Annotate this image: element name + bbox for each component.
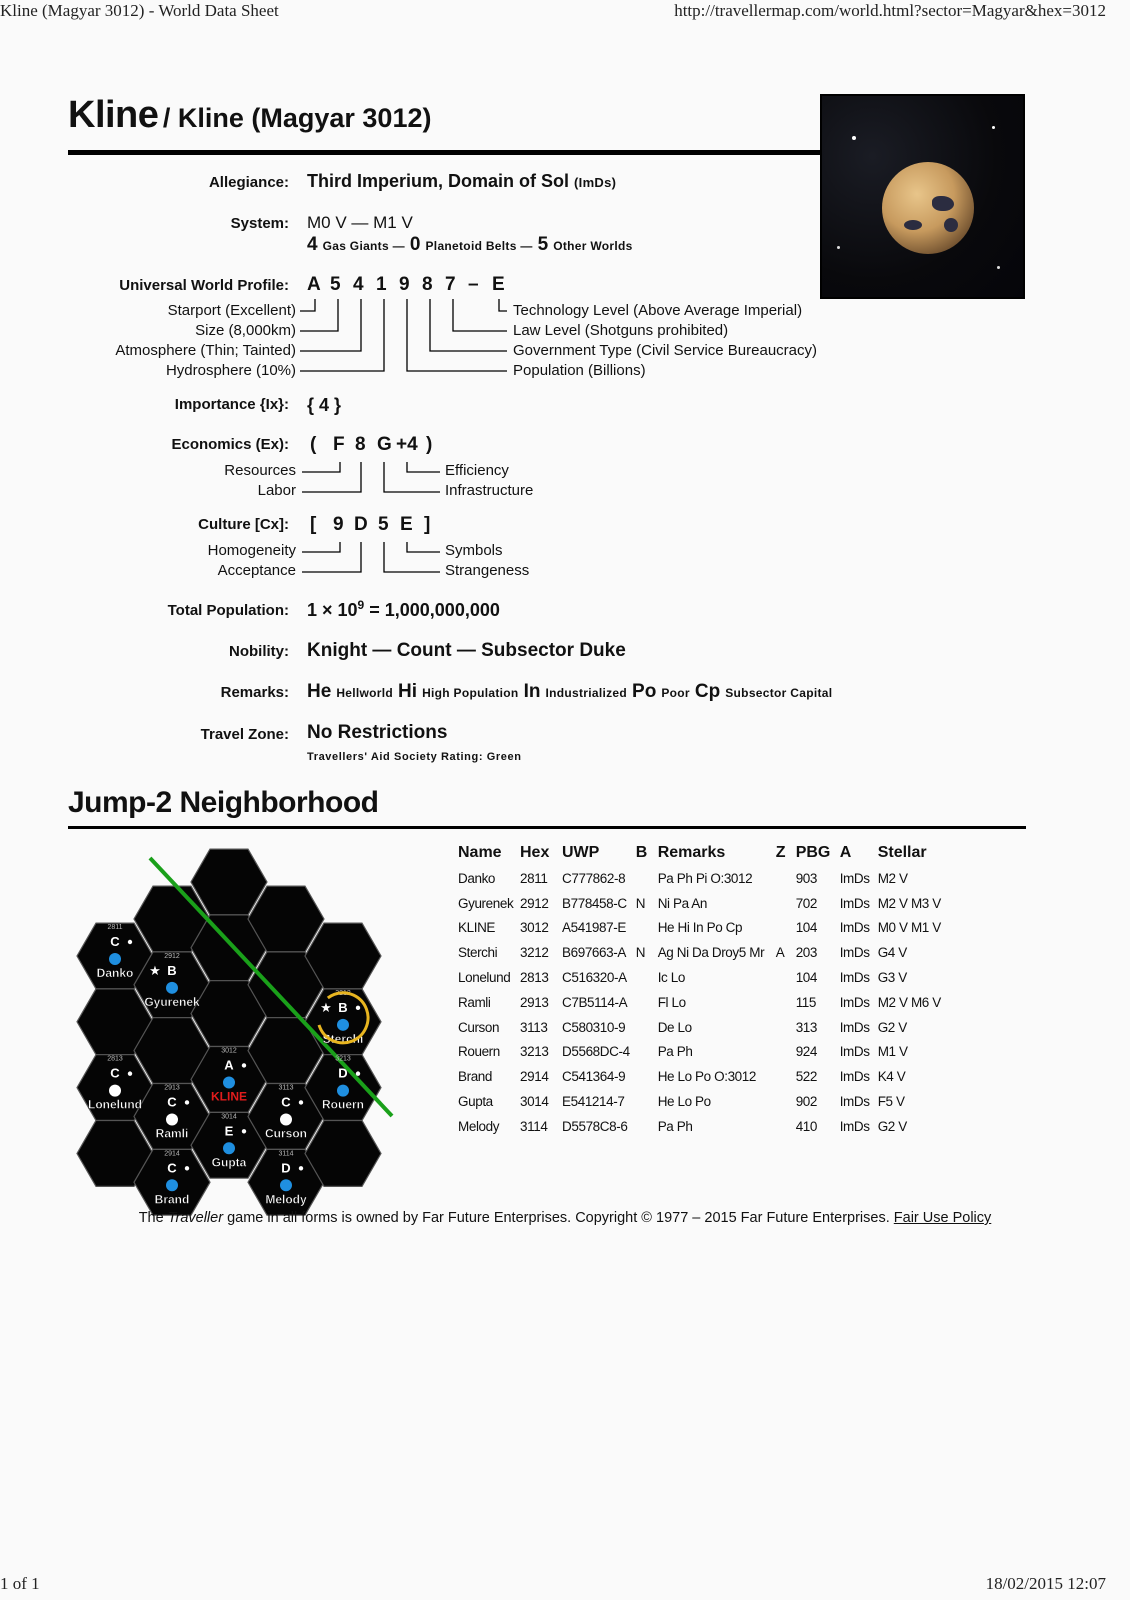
- table-row: [458, 1114, 964, 1139]
- uwp-law: 7: [445, 274, 456, 295]
- nobility-label: Nobility:: [229, 643, 289, 660]
- uwp-hydrosphere-desc: Hydrosphere (10%): [165, 362, 296, 379]
- allegiance-name: Third Imperium, Domain of Sol: [307, 171, 570, 191]
- uwp-law-desc: Law Level (Shotguns prohibited): [513, 322, 729, 339]
- table-cell: [776, 891, 796, 916]
- table-cell: 203: [795, 945, 818, 961]
- uwp-connector-lines: [0, 0, 1130, 600]
- col-pbg: PBG: [795, 844, 831, 861]
- world-name-label: Gyurenek: [144, 994, 200, 1009]
- table-cell: Danko: [458, 870, 496, 886]
- table-cell: F5 V: [877, 1094, 905, 1110]
- table-cell: [776, 1114, 796, 1139]
- table-row: [458, 990, 964, 1015]
- table-cell: M2 V: [877, 870, 908, 886]
- table-cell: Ic Lo: [657, 970, 685, 986]
- neighborhood-rule: [68, 826, 1026, 829]
- gas-giant-icon: [242, 1129, 246, 1133]
- table-cell: [636, 866, 658, 891]
- starport-code: C: [281, 1094, 291, 1110]
- table-cell: D5578C8-6: [562, 1118, 628, 1134]
- culture-homogeneity-desc: Homogeneity: [207, 542, 296, 559]
- table-cell: 3113: [520, 1019, 548, 1035]
- table-row: [458, 1015, 964, 1040]
- table-cell: 903: [795, 870, 818, 886]
- table-cell: [776, 965, 796, 990]
- system-label: System:: [230, 215, 289, 232]
- table-cell: Rouern: [458, 1044, 500, 1060]
- world-name-label: Rouern: [322, 1097, 364, 1112]
- economics-efficiency-desc: Efficiency: [445, 462, 509, 479]
- culture-symbols-desc: Symbols: [445, 542, 503, 559]
- print-datetime: 18/02/2015 12:07: [985, 1574, 1106, 1593]
- remark-desc: Poor: [661, 686, 690, 700]
- table-cell: E541214-7: [562, 1094, 625, 1110]
- starport-code: C: [110, 934, 120, 949]
- table-cell: N: [635, 895, 646, 911]
- remarks-list: [307, 681, 832, 703]
- starport-code: B: [167, 962, 177, 978]
- table-cell: C580310-9: [562, 1019, 626, 1035]
- table-cell: 2811: [520, 870, 548, 886]
- world-dot-icon: [280, 1113, 292, 1125]
- starport-code: A: [224, 1057, 234, 1073]
- starport-code: C: [167, 1094, 177, 1110]
- uwp-government-desc: Government Type (Civil Service Bureaucracy): [513, 342, 817, 359]
- world-name-label: Danko: [96, 966, 134, 980]
- table-cell: M2 V M6 V: [877, 994, 941, 1010]
- table-cell: ImDs: [839, 1019, 870, 1035]
- tas-rating: Travellers' Aid Society Rating: Green: [307, 751, 522, 763]
- population-total: = 1,000,000,000: [364, 600, 500, 620]
- table-cell: He Lo Po O:3012: [657, 1069, 757, 1085]
- uwp-label: Universal World Profile:: [119, 277, 289, 294]
- col-remarks: Remarks: [657, 844, 726, 861]
- table-cell: ImDs: [839, 1069, 870, 1085]
- table-cell: B778458-C: [562, 895, 627, 911]
- world-name-label: Sterchi: [322, 1031, 364, 1046]
- table-cell: G2 V: [877, 1019, 907, 1035]
- neighborhood-table: [458, 842, 964, 1139]
- world-dot-icon: [109, 953, 121, 965]
- table-cell: [636, 1114, 658, 1139]
- col-uwp: UWP: [562, 844, 600, 861]
- table-cell: [636, 965, 658, 990]
- copyright-footer: [0, 1210, 1130, 1226]
- uwp-size: 5: [330, 274, 341, 295]
- world-name-label: Melody: [265, 1192, 307, 1207]
- footer-game: Traveller: [167, 1210, 224, 1226]
- remark-desc: Subsector Capital: [725, 686, 833, 700]
- culture-acceptance: D: [354, 514, 368, 535]
- table-row: [458, 866, 964, 891]
- table-cell: [776, 1064, 796, 1089]
- hex-code: 3012: [221, 1047, 237, 1055]
- table-cell: 410: [795, 1118, 818, 1134]
- economics-resources-desc: Resources: [224, 462, 296, 479]
- table-cell: ImDs: [839, 994, 870, 1010]
- gas-giant-icon: [356, 1006, 360, 1010]
- world-name-label: Lonelund: [88, 1097, 142, 1112]
- table-cell: C7B5114-A: [562, 994, 628, 1010]
- table-cell: Brand: [458, 1069, 493, 1085]
- culture-open: [: [310, 514, 317, 535]
- footer-pre: The: [138, 1210, 168, 1226]
- table-cell: [636, 990, 658, 1015]
- uwp-tech: E: [492, 274, 505, 295]
- table-cell: [636, 916, 658, 941]
- table-cell: 3212: [520, 945, 549, 961]
- table-cell: [776, 866, 796, 891]
- economics-labor: 8: [355, 434, 366, 455]
- table-cell: D5568DC-4: [562, 1044, 630, 1060]
- table-cell: Ni Pa An: [657, 895, 708, 911]
- table-cell: Fl Lo: [657, 994, 686, 1010]
- hex-code: 3212: [335, 989, 351, 997]
- total-population-value: [307, 598, 500, 621]
- table-row: [458, 891, 964, 916]
- table-cell: 702: [795, 895, 818, 911]
- travel-zone-value: No Restrictions: [307, 722, 448, 743]
- economics-infrastructure-desc: Infrastructure: [445, 482, 534, 499]
- table-cell: [776, 916, 796, 941]
- gas-giant-icon: [356, 1071, 360, 1075]
- remark-desc: Industrialized: [545, 686, 628, 700]
- hex-code: 3014: [221, 1113, 237, 1121]
- table-cell: G2 V: [877, 1118, 907, 1134]
- uwp-population: 9: [399, 274, 410, 295]
- table-cell: ImDs: [839, 1044, 870, 1060]
- table-cell: [636, 1040, 658, 1065]
- table-cell: 104: [795, 970, 818, 986]
- table-cell: Sterchi: [458, 945, 498, 961]
- uwp-size-desc: Size (8,000km): [195, 322, 296, 339]
- economics-open: (: [310, 434, 317, 455]
- jump-map[interactable]: [70, 846, 410, 1207]
- footer-text: game in all forms is owned by Far Future Enterprises. Copyright © 1977 – 2015 Far Future Enterprises.: [223, 1210, 894, 1226]
- starport-code: D: [281, 1160, 291, 1176]
- table-cell: M2 V M3 V: [877, 895, 941, 911]
- economics-infrastructure: G: [377, 434, 392, 455]
- fair-use-link[interactable]: Fair Use Policy: [893, 1210, 992, 1226]
- economics-labor-desc: Labor: [257, 482, 296, 499]
- neighborhood-title: Jump-2 Neighborhood: [68, 786, 379, 819]
- world-name-label: KLINE: [211, 1089, 247, 1104]
- table-cell: Gupta: [458, 1094, 493, 1110]
- table-cell: [776, 990, 796, 1015]
- world-dot-icon: [280, 1179, 292, 1191]
- table-cell: 2912: [520, 895, 549, 911]
- world-dot-icon: [337, 1085, 349, 1097]
- uwp-government: 8: [422, 274, 433, 295]
- nobility-value: Knight — Count — Subsector Duke: [307, 640, 626, 661]
- remark-code: Po: [632, 681, 657, 702]
- table-cell: 522: [795, 1069, 818, 1085]
- culture-homogeneity: 9: [333, 514, 344, 535]
- table-row: [458, 916, 964, 941]
- table-cell: C777862-8: [562, 870, 626, 886]
- uwp-starport-desc: Starport (Excellent): [167, 302, 296, 319]
- table-cell: [636, 1064, 658, 1089]
- hex-code: 2912: [164, 952, 180, 960]
- gas-giant-icon: [299, 1100, 303, 1104]
- gas-giant-icon: [299, 1166, 303, 1170]
- culture-strangeness-desc: Strangeness: [445, 562, 530, 579]
- remark-desc: High Population: [422, 686, 519, 700]
- table-cell: 104: [795, 920, 818, 936]
- gas-giants-count: 4: [307, 234, 318, 255]
- world-dot-icon: [166, 982, 178, 994]
- economics-close: ): [426, 434, 433, 455]
- world-dot-icon: [223, 1076, 235, 1088]
- table-cell: He Lo Po: [657, 1094, 711, 1110]
- world-dot-icon: [337, 1019, 349, 1031]
- col-name: Name: [458, 844, 502, 861]
- starport-code: C: [167, 1160, 177, 1176]
- uwp-population-desc: Population (Billions): [513, 362, 646, 379]
- culture-strangeness: 5: [378, 514, 389, 535]
- allegiance-code: (ImDs): [574, 175, 617, 190]
- table-cell: 115: [795, 994, 817, 1010]
- culture-acceptance-desc: Acceptance: [217, 562, 296, 579]
- starport-code: E: [224, 1123, 234, 1139]
- table-cell: 3114: [520, 1118, 548, 1134]
- belts-count: 0: [409, 234, 421, 255]
- page-indicator: 1 of 1: [0, 1574, 40, 1593]
- culture-label: Culture [Cx]:: [198, 516, 289, 533]
- table-cell: [636, 1089, 658, 1114]
- page-title-header: Kline (Magyar 3012) - World Data Sheet: [0, 1, 279, 20]
- economics-label: Economics (Ex):: [171, 436, 289, 453]
- col-zone: Z: [775, 844, 786, 861]
- remark-code: In: [523, 681, 541, 702]
- remark-code: Cp: [694, 681, 721, 702]
- uwp-dash: –: [468, 274, 479, 295]
- hex-code: 3213: [335, 1055, 351, 1063]
- table-cell: A541987-E: [562, 920, 626, 936]
- table-row: [458, 1089, 964, 1114]
- table-cell: ImDs: [839, 945, 870, 961]
- culture-symbols: E: [400, 514, 413, 535]
- table-cell: M0 V M1 V: [877, 920, 941, 936]
- table-cell: 924: [795, 1044, 818, 1060]
- economics-efficiency: +4: [396, 434, 418, 455]
- table-cell: Lonelund: [458, 970, 511, 986]
- table-cell: Curson: [458, 1019, 500, 1035]
- table-cell: ImDs: [839, 895, 870, 911]
- table-cell: ImDs: [839, 970, 870, 986]
- table-cell: Pa Ph Pi O:3012: [657, 870, 753, 886]
- table-cell: Ramli: [458, 994, 491, 1010]
- uwp-hydrosphere: 1: [376, 274, 387, 295]
- uwp-tech-desc: Technology Level (Above Average Imperial): [513, 302, 803, 319]
- table-cell: K4 V: [877, 1069, 906, 1085]
- hex-code: 2813: [107, 1055, 123, 1063]
- table-cell: [636, 1015, 658, 1040]
- table-cell: 3213: [520, 1044, 549, 1060]
- table-cell: KLINE: [458, 920, 496, 936]
- world-dot-icon: [166, 1113, 178, 1125]
- col-bases: B: [635, 844, 648, 861]
- table-cell: 2914: [520, 1069, 549, 1085]
- table-cell: 902: [795, 1094, 818, 1110]
- table-cell: [776, 1040, 796, 1065]
- table-cell: De Lo: [657, 1019, 692, 1035]
- table-cell: [776, 1089, 796, 1114]
- navy-base-icon: ★: [149, 962, 161, 978]
- world-subtitle: / Kline (Magyar 3012): [162, 103, 432, 133]
- table-cell: Pa Ph: [657, 1118, 693, 1134]
- remarks-label: Remarks:: [220, 684, 289, 701]
- table-cell: Pa Ph: [657, 1044, 693, 1060]
- table-cell: C541364-9: [562, 1069, 626, 1085]
- col-hex: Hex: [520, 844, 550, 861]
- table-cell: 313: [795, 1019, 818, 1035]
- table-cell: ImDs: [839, 1094, 870, 1110]
- table-cell: 2913: [520, 994, 549, 1010]
- culture-close: ]: [424, 514, 431, 535]
- world-name-label: Curson: [265, 1126, 307, 1141]
- table-cell: Melody: [458, 1118, 500, 1134]
- table-cell: A: [775, 945, 785, 961]
- economics-resources: F: [333, 434, 345, 455]
- table-cell: C516320-A: [562, 970, 627, 986]
- world-name-label: Gupta: [211, 1155, 247, 1170]
- table-cell: ImDs: [839, 920, 870, 936]
- starport-code: C: [110, 1065, 120, 1081]
- table-row: [458, 1040, 964, 1065]
- table-cell: [776, 1015, 796, 1040]
- travel-zone-label: Travel Zone:: [200, 726, 289, 743]
- table-cell: B697663-A: [562, 945, 626, 961]
- uwp-atmosphere-desc: Atmosphere (Thin; Tainted): [115, 342, 296, 359]
- other-worlds-label: Other Worlds: [553, 239, 633, 253]
- table-cell: M1 V: [877, 1044, 908, 1060]
- hex-code: 2914: [164, 1150, 180, 1158]
- importance-value: { 4 }: [307, 395, 342, 415]
- col-allegiance: A: [839, 844, 852, 861]
- system-stars: M0 V — M1 V: [307, 213, 413, 232]
- world-name-label: Ramli: [155, 1126, 189, 1141]
- world-dot-icon: [223, 1142, 235, 1154]
- uwp-atmosphere: 4: [353, 274, 364, 295]
- remark-code: Hi: [398, 681, 418, 702]
- population-base: 1 × 10: [307, 600, 358, 620]
- table-cell: Gyurenek: [458, 895, 514, 911]
- hex-code: 3114: [278, 1150, 294, 1158]
- gas-giant-icon: [128, 940, 132, 944]
- table-cell: He Hi In Po Cp: [657, 920, 743, 936]
- table-cell: ImDs: [839, 870, 870, 886]
- remark-code: He: [307, 681, 332, 702]
- world-dot-icon: [109, 1085, 121, 1097]
- uwp-starport: A: [307, 274, 321, 295]
- belts-label: Planetoid Belts —: [425, 239, 533, 253]
- hex-code: 2913: [164, 1084, 180, 1092]
- world-name-label: Brand: [154, 1192, 190, 1207]
- starport-code: D: [338, 1065, 348, 1081]
- allegiance-label: Allegiance:: [208, 174, 289, 191]
- total-population-label: Total Population:: [167, 602, 289, 619]
- other-worlds-count: 5: [537, 234, 549, 255]
- hex-code: 2811: [107, 924, 123, 931]
- gas-giant-icon: [128, 1071, 132, 1075]
- importance-label: Importance {Ix}:: [174, 396, 289, 413]
- population-exponent: 9: [357, 598, 365, 612]
- gas-giant-icon: [185, 1166, 189, 1170]
- navy-base-icon: ★: [320, 999, 332, 1015]
- table-row: [458, 965, 964, 990]
- table-header-row: [458, 842, 964, 866]
- table-row: [458, 940, 964, 965]
- table-cell: 2813: [520, 970, 549, 986]
- col-stellar: Stellar: [877, 844, 927, 861]
- gas-giant-icon: [185, 1100, 189, 1104]
- world-dot-icon: [166, 1179, 178, 1191]
- table-row: [458, 1064, 964, 1089]
- gas-giant-icon: [242, 1063, 246, 1067]
- remark-desc: Hellworld: [336, 686, 394, 700]
- page-url-header[interactable]: http://travellermap.com/world.html?sector=Magyar&hex=3012: [674, 1, 1106, 20]
- gas-giants-label: Gas Giants —: [322, 239, 405, 253]
- table-cell: N: [635, 945, 646, 961]
- table-cell: Ag Ni Da Droy5 Mr: [657, 945, 765, 961]
- table-cell: ImDs: [839, 1118, 870, 1134]
- starport-code: B: [338, 999, 348, 1015]
- table-cell: 3012: [520, 920, 549, 936]
- table-cell: G3 V: [877, 970, 907, 986]
- hex-code: 3113: [278, 1084, 294, 1092]
- table-cell: 3014: [520, 1094, 549, 1110]
- table-cell: G4 V: [877, 945, 907, 961]
- world-name: Kline: [68, 94, 159, 136]
